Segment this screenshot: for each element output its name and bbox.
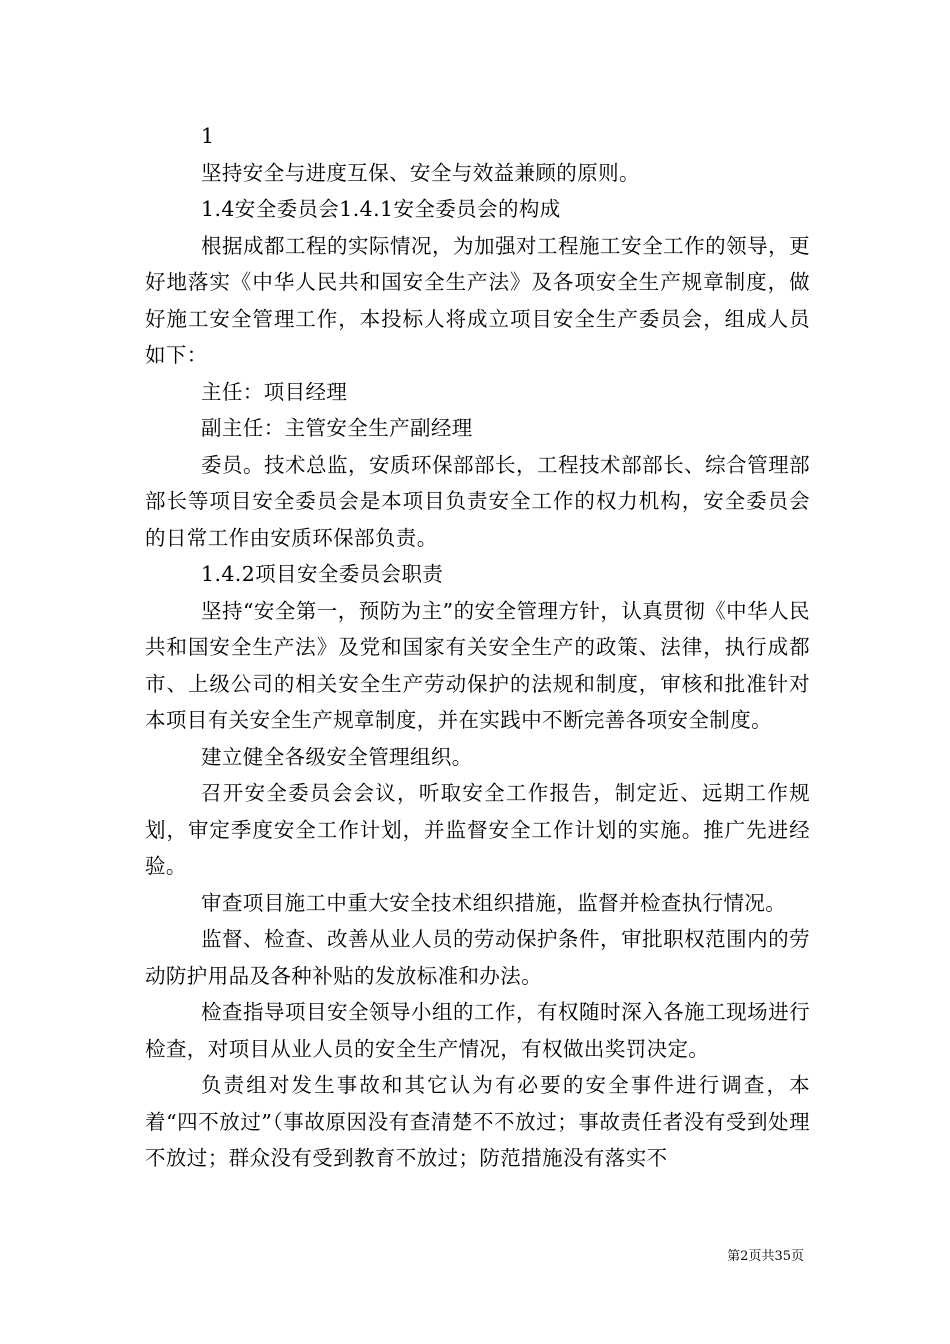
paragraph: 负责组对发生事故和其它认为有必要的安全事件进行调查，本着“四不放过”（事故原因没有查清楚不不放过；事故责任者没有受到处理不放过；群众没有受到教育不放过；防范措施没有落实不 [145, 1073, 810, 1170]
paragraph: 检查指导项目安全领导小组的工作，有权随时深入各施工现场进行检查，对项目从业人员的安全生产情况，有权做出奖罚决定。 [145, 1000, 810, 1061]
paragraph: 审查项目施工中重大安全技术组织措施，监督并检查执行情况。 [201, 890, 787, 915]
paragraph: 根据成都工程的实际情况，为加强对工程施工安全工作的领导，更好地落实《中华人民共和国安全生产法》及各项安全生产规章制度，做好施工安全管理工作，本投标人将成立项目安全生产委员会，组成人员如下： [145, 233, 810, 367]
paragraph: 召开安全委员会会议，听取安全工作报告，制定近、远期工作规划，审定季度安全工作计划，并监督安全工作计划的实施。推广先进经验。 [145, 781, 810, 878]
section-heading: 1.4.2项目安全委员会职责 [201, 562, 444, 586]
paragraph: 坚持安全与进度互保、安全与效益兼顾的原则。 [201, 160, 640, 185]
paragraph: 监督、检查、改善从业人员的劳动保护条件，审批职权范围内的劳动防护用品及各种补贴的发放标准和办法。 [145, 927, 810, 988]
document-body [145, 118, 810, 1177]
paragraph: 主任：项目经理 [201, 379, 348, 404]
paragraph: 1 [201, 124, 215, 148]
paragraph: 坚持“安全第一，预防为主”的安全管理方针，认真贯彻《中华人民共和国安全生产法》及党和国家有关安全生产的政策、法律，执行成都市、上级公司的相关安全生产劳动保护的法规和制度，审核和批准针对本项目有关安全生产规章制度，并在实践中不断完善各项安全制度。 [145, 598, 810, 732]
paragraph: 委员。技术总监，安质环保部部长，工程技术部部长、综合管理部部长等项目安全委员会是本项目负责安全工作的权力机构，安全委员会的日常工作由安质环保部负责。 [145, 452, 810, 550]
paragraph: 建立健全各级安全管理组织。 [201, 744, 473, 769]
paragraph: 副主任：主管安全生产副经理 [201, 416, 473, 440]
section-heading: 1.4安全委员会1.4.1安全委员会的构成 [201, 197, 561, 221]
page-number-footer: 第2页共35页 [727, 1249, 804, 1264]
